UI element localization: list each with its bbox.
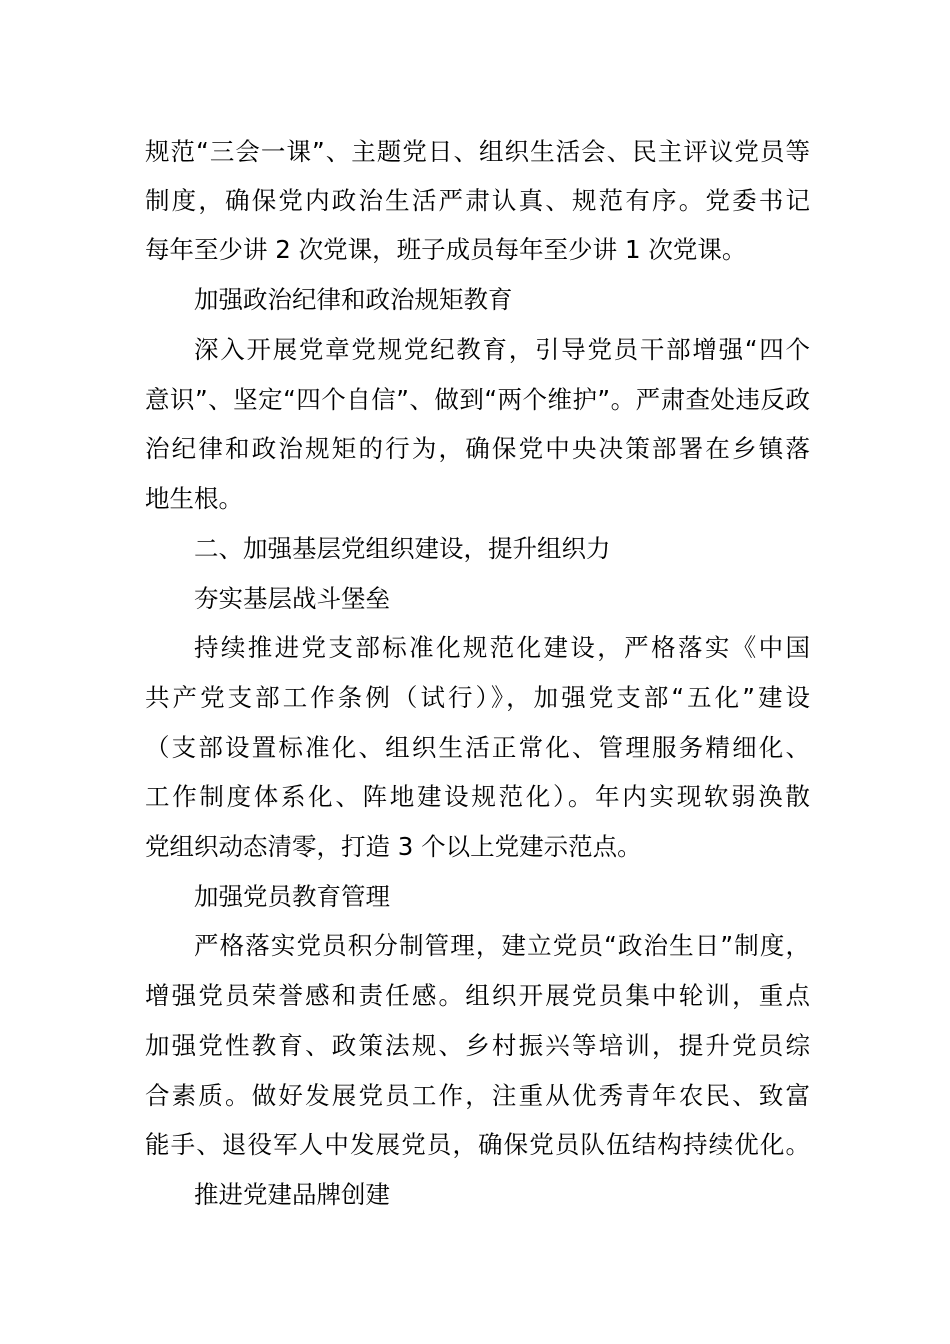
section-heading: 推进党建品牌创建 (194, 1180, 390, 1209)
text-line: 共产党支部工作条例（试行）》，加强党支部“五化”建设 (145, 683, 810, 712)
text-line: 能手、退役军人中发展党员，确保党员队伍结构持续优化。 (145, 1130, 810, 1159)
text-line: （支部设置标准化、组织生活正常化、管理服务精细化、 (145, 733, 810, 762)
text-line: 增强党员荣誉感和责任感。组织开展党员集中轮训，重点 (145, 981, 810, 1010)
text-line: 合素质。做好发展党员工作，注重从优秀青年农民、致富 (145, 1081, 810, 1110)
text-line: 持续推进党支部标准化规范化建设，严格落实《中国 (194, 633, 810, 662)
text-line: 规范“三会一课”、主题党日、组织生活会、民主评议党员等 (145, 137, 810, 166)
text-line: 每年至少讲 2 次党课，班子成员每年至少讲 1 次党课。 (145, 235, 747, 264)
text-line: 地生根。 (145, 484, 243, 513)
section-heading: 加强党员教育管理 (194, 882, 390, 911)
text-line: 严格落实党员积分制管理，建立党员“政治生日”制度， (194, 931, 810, 960)
section-heading: 加强政治纪律和政治规矩教育 (194, 285, 513, 314)
text-line: 制度，确保党内政治生活严肃认真、规范有序。党委书记 (145, 186, 810, 215)
text-line: 加强党性教育、政策法规、乡村振兴等培训，提升党员综 (145, 1031, 810, 1060)
text-line: 党组织动态清零，打造 3 个以上党建示范点。 (145, 832, 642, 861)
text-line: 意识”、坚定“四个自信”、做到“两个维护”。严肃查处违反政 (145, 385, 810, 414)
text-line: 治纪律和政治规矩的行为，确保党中央决策部署在乡镇落 (145, 434, 810, 463)
section-heading: 二、加强基层党组织建设，提升组织力 (194, 534, 611, 563)
section-heading: 夯实基层战斗堡垒 (194, 584, 390, 613)
text-line: 深入开展党章党规党纪教育，引导党员干部增强“四个 (194, 335, 810, 364)
text-line: 工作制度体系化、阵地建设规范化）。年内实现软弱涣散 (145, 782, 810, 811)
